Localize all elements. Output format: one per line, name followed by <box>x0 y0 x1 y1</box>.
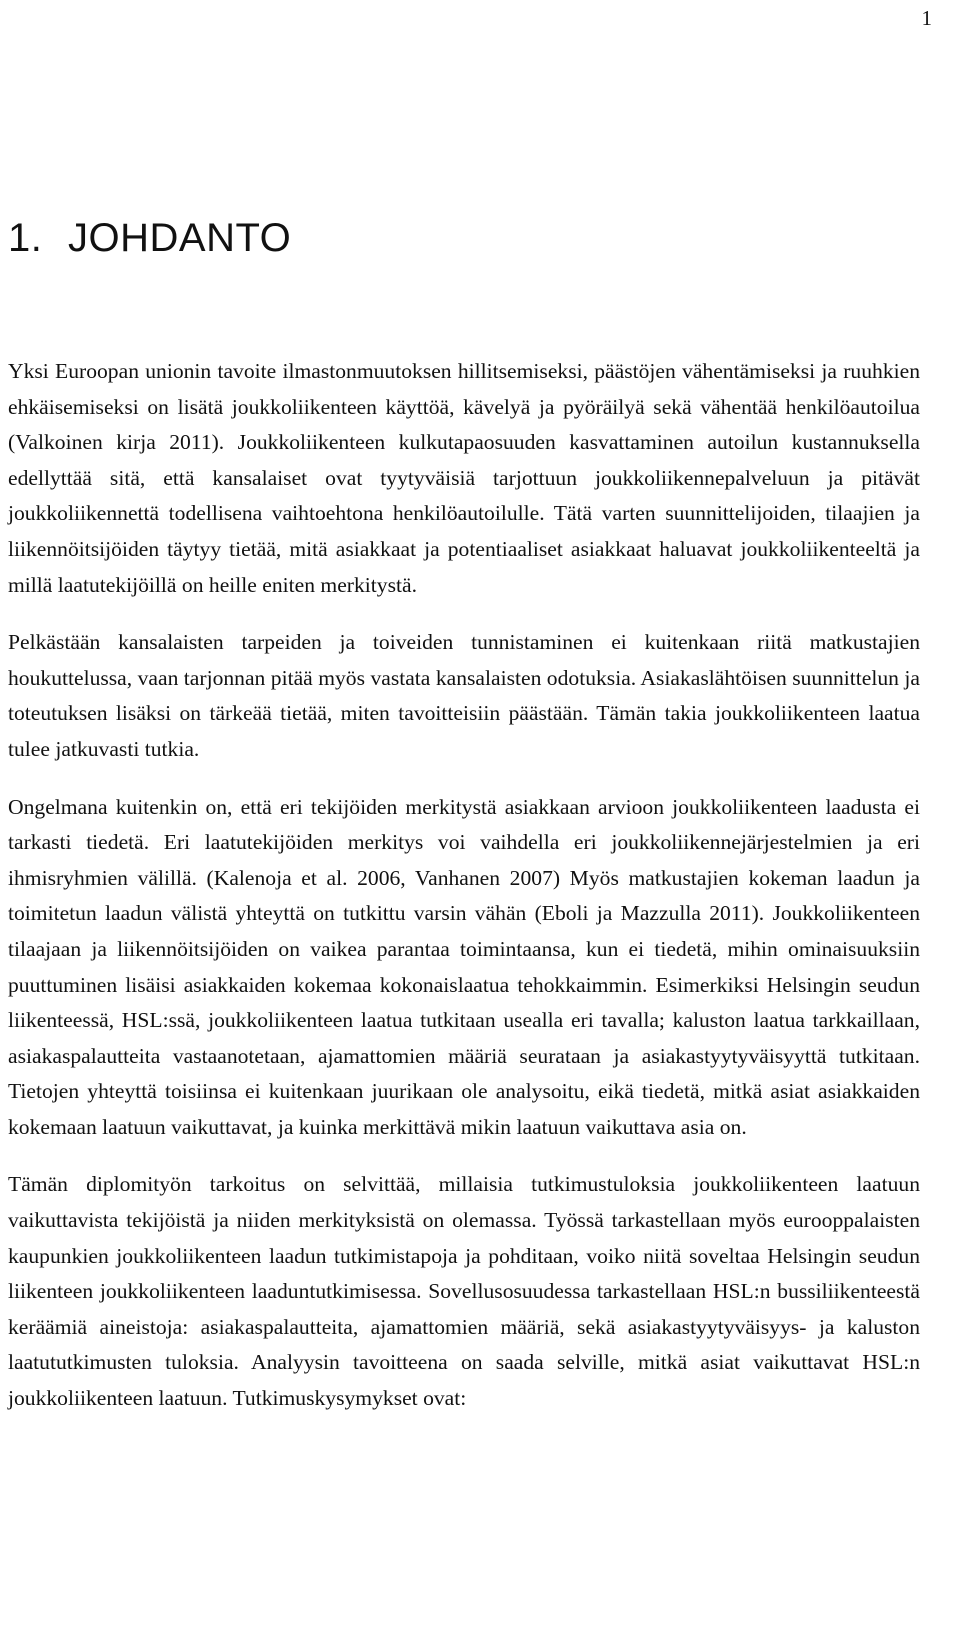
chapter-title: JOHDANTO <box>68 216 292 260</box>
chapter-number: 1. <box>8 216 43 260</box>
page-number: 1 <box>921 6 932 30</box>
body-text <box>8 354 920 1417</box>
paragraph: Ongelmana kuitenkin on, että eri tekijöiden merkitystä asiakkaan arvioon joukkoliikenteen laadusta ei tarkasti tiedetä. Eri laatutekijöiden merkitys voi vaihdella eri joukkoliikennejärjestelmien ja eri ihmisryhmien välillä. (Kalenoja et al. 2006, Vanhanen 2007) Myös matkustajien kokeman laadun ja toimitetun laadun välistä yhteyttä on tutkittu varsin vähän (Eboli ja Mazzulla 2011). Joukkoliikenteen tilaajaan ja liikennöitsijöiden on vaikea parantaa toimintaansa, kun ei tiedetä, mihin ominaisuuksiin puuttuminen lisäisi asiakkaiden kokemaa kokonaislaatua tehokkaimmin. Esimerkiksi Helsingin seudun liikenteessä, HSL:ssä, joukkoliikenteen laatua tutkitaan usealla eri tavalla; kaluston laatua tarkkaillaan, asiakaspalautteita vastaanotetaan, ajamattomien määriä seurataan ja asiakastyytyväisyyttä tutkitaan. Tietojen yhteyttä toisiinsa ei kuitenkaan juurikaan ole analysoitu, eikä tiedetä, mitkä asiat asiakkaiden kokemaan laatuun vaikuttavat, ja kuinka merkittävä mikin laatuun vaikuttava asia on. <box>8 794 920 1139</box>
paragraph: Tämän diplomityön tarkoitus on selvittää, millaisia tutkimustuloksia joukkoliikenteen laatuun vaikuttavista tekijöistä ja niiden merkityksistä on olemassa. Työssä tarkastellaan myös eurooppalaisten kaupunkien joukkoliikenteen laadun tutkimistapoja ja pohditaan, voiko niitä soveltaa Helsingin seudun liikenteen joukkoliikenteen laaduntutkimisessa. Sovellusosuudessa tarkastellaan HSL:n bussiliikenteestä keräämiä aineistoja: asiakaspalautteita, ajamattomien määriä, sekä asiakastyytyväisyys- ja kaluston laatututkimusten tuloksia. Analyysin tavoitteena on saada selville, mitkä asiat vaikuttavat HSL:n joukkoliikenteen laatuun. Tutkimuskysymykset ovat: <box>8 1172 920 1411</box>
chapter-heading <box>8 214 291 262</box>
paragraph: Yksi Euroopan unionin tavoite ilmastonmuutoksen hillitsemiseksi, päästöjen vähentämiseksi ja ruuhkien ehkäisemiseksi on lisätä joukkoliikenteen käyttöä, kävelyä ja pyöräilyä sekä vähentää henkilöautoilua (Valkoinen kirja 2011). Joukkoliikenteen kulkutapaosuuden kasvattaminen autoilun kustannuksella edellyttää sitä, että kansalaiset ovat tyytyväisiä tarjottuun joukkoliikennepalveluun ja pitävät joukkoliikennettä todellisena vaihtoehtona henkilöautoilulle. Tätä varten suunnittelijoiden, tilaajien ja liikennöitsijöiden täytyy tietää, mitä asiakkaat ja potentiaaliset asiakkaat haluavat joukkoliikenteeltä ja millä laatutekijöillä on heille eniten merkitystä. <box>8 359 920 597</box>
paragraph: Pelkästään kansalaisten tarpeiden ja toiveiden tunnistaminen ei kuitenkaan riitä matkustajien houkuttelussa, vaan tarjonnan pitää myös vastata kansalaisten odotuksia. Asiakaslähtöisen suunnittelun ja toteutuksen lisäksi on tärkeää tietää, miten tavoitteisiin päästään. Tämän takia joukkoliikenteen laatua tulee jatkuvasti tutkia. <box>8 630 920 761</box>
